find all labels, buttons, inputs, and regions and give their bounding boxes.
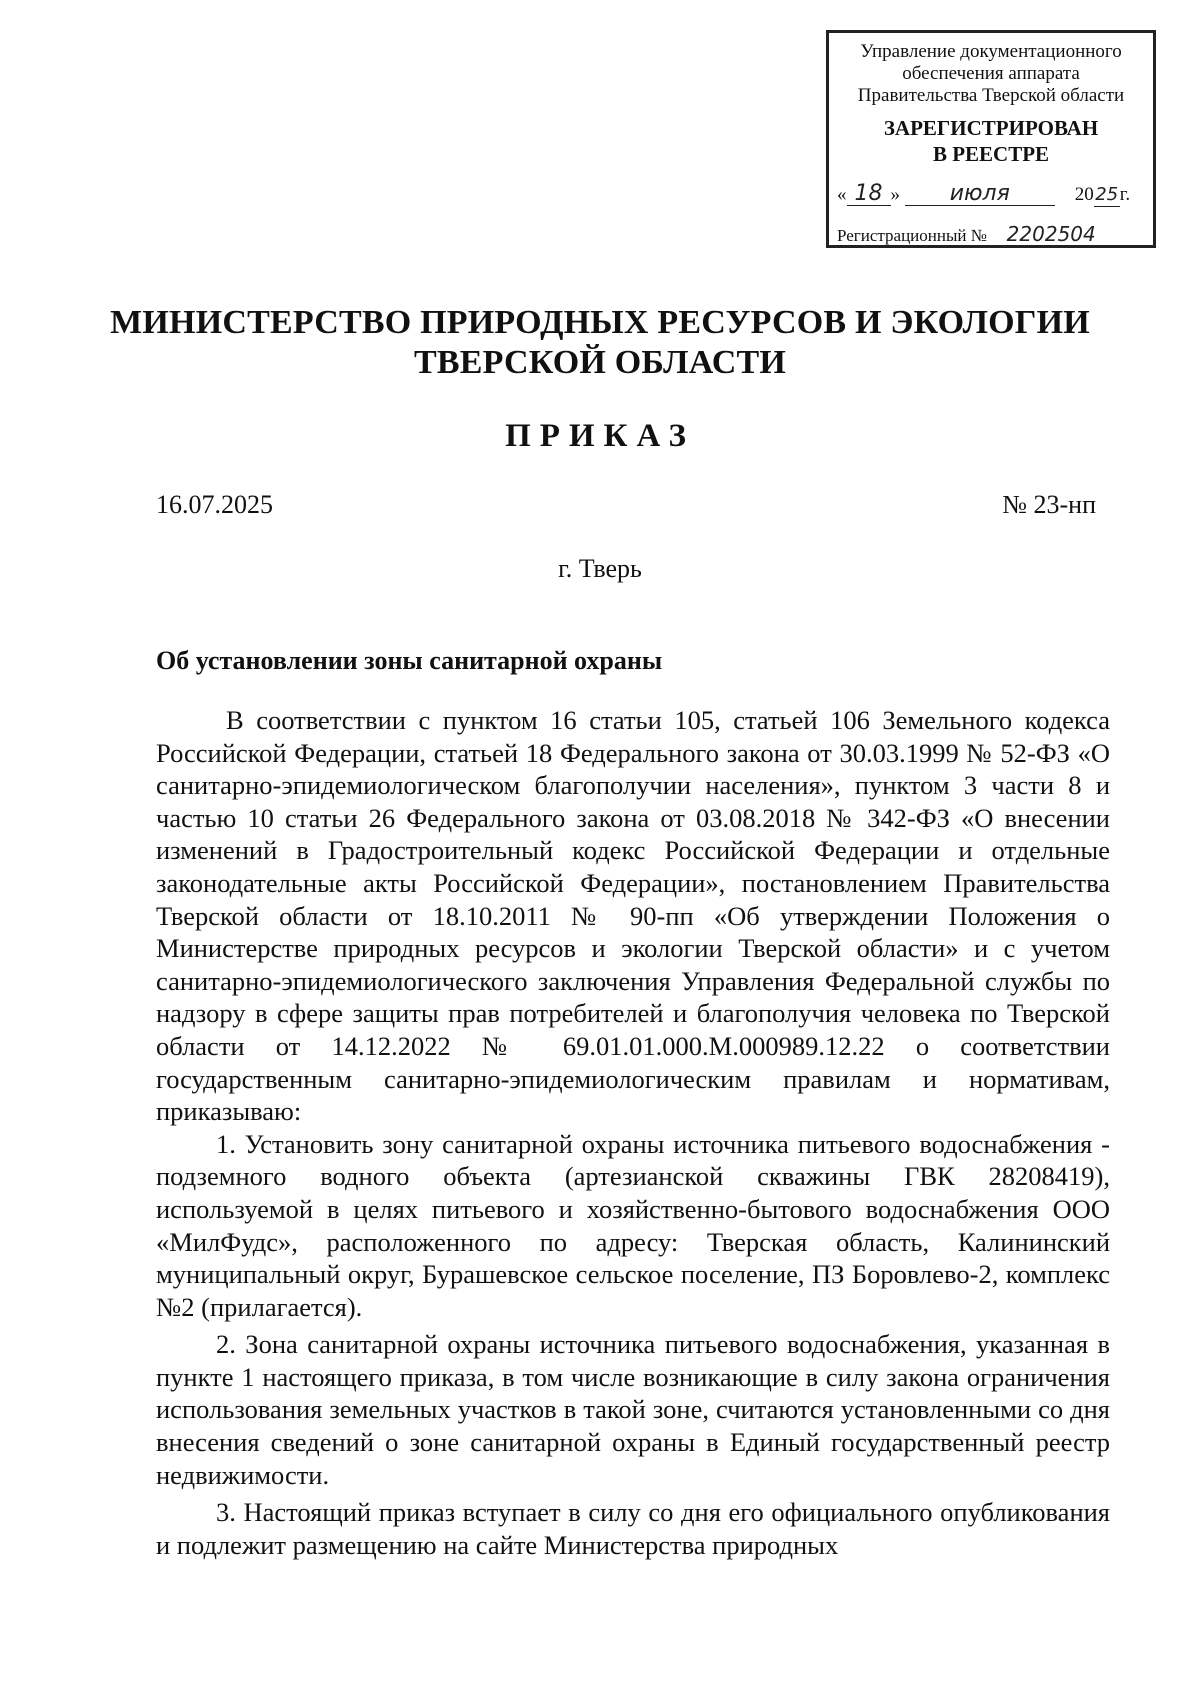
stamp-year-suffix: 25	[1095, 184, 1119, 205]
ministry-name	[100, 303, 1100, 383]
stamp-reg-label: Регистрационный №	[837, 226, 987, 245]
stamp-date-row: « 18 » июля 2025г.	[837, 181, 1131, 206]
document-type: ПРИКАЗ	[505, 418, 695, 454]
registration-stamp	[826, 30, 1156, 248]
document-subject: Об установлении зоны санитарной охраны	[156, 646, 663, 675]
document-body	[156, 704, 1110, 1561]
stamp-org-line1: Управление документационного	[860, 41, 1122, 62]
paragraph-item-1: 1. Установить зону санитарной охраны источника питьевого водоснабжения - подземного водного объекта (артезианской скважины ГВК 28208419), используемой в целях питьевого и хозяйственно-бытового водоснабжения ООО «МилФудс», расположенного по адресу: Тверская область, Калининский муниципальный округ, Бурашевское сельское поселение, ПЗ Боровлево-2, комплекс №2 (прилагается).	[156, 1128, 1110, 1322]
document-date: 16.07.2025	[156, 490, 273, 519]
stamp-org-line2: обеспечения аппарата	[902, 63, 1080, 84]
stamp-number-row	[837, 223, 1145, 249]
stamp-day: 18	[847, 183, 891, 206]
ministry-line1: МИНИСТЕРСТВО ПРИРОДНЫХ РЕСУРСОВ И ЭКОЛОГИИ	[110, 304, 1090, 341]
document-city: г. Тверь	[558, 554, 642, 583]
document-number: № 23-нп	[1002, 490, 1096, 519]
paragraph-preamble: В соответствии с пунктом 16 статьи 105, статьей 106 Земельного кодекса Российской Федерации, статьей 18 Федерального закона от 30.03.1999 № 52-ФЗ «О санитарно-эпидемиологическом благополучии населения», пунктом 3 части 8 и частью 10 статьи 26 Федерального закона от 03.08.2018 № 342-ФЗ «О внесении изменений в Градостроительный кодекс Российской Федерации и отдельные законодательные акты Российской Федерации», постановлением Правительства Тверской области от 18.10.2011 № 90-пп «Об утверждении Положения о Министерстве природных ресурсов и экологии Тверской области» и с учетом санитарно-эпидемиологического заключения Управления Федеральной службы по надзору в сфере защиты прав потребителей и благополучия человека по Тверской области от 14.12.2022 № 69.01.01.000.М.000989.12.22 о соответствии государственным санитарно-эпидемиологическим правилам и нормативам, приказываю:	[156, 705, 1110, 1127]
stamp-reg-number: 2202504	[991, 223, 1111, 246]
stamp-year-prefix: 20	[1074, 184, 1094, 205]
ministry-line2: ТВЕРСКОЙ ОБЛАСТИ	[413, 344, 787, 381]
stamp-registered	[829, 115, 1153, 167]
paragraph-item-3: 3. Настоящий приказ вступает в силу со дня его официального опубликования и подлежит размещению на сайте Министерства природных	[156, 1497, 1110, 1560]
paragraph-item-2: 2. Зона санитарной охраны источника питьевого водоснабжения, указанная в пункте 1 настоящего приказа, в том числе возникающие в силу закона ограничения использования земельных участков в такой зоне, считаются установленными со дня внесения сведений о зоне санитарной охраны в Единый государственный реестр недвижимости.	[156, 1329, 1110, 1490]
stamp-year-end: г.	[1119, 184, 1131, 205]
stamp-org-line3: Правительства Тверской области	[857, 85, 1125, 106]
stamp-month: июля	[905, 183, 1055, 206]
stamp-registered-line1: ЗАРЕГИСТРИРОВАН	[883, 116, 1099, 140]
stamp-registered-line2: В РЕЕСТРЕ	[932, 142, 1050, 166]
